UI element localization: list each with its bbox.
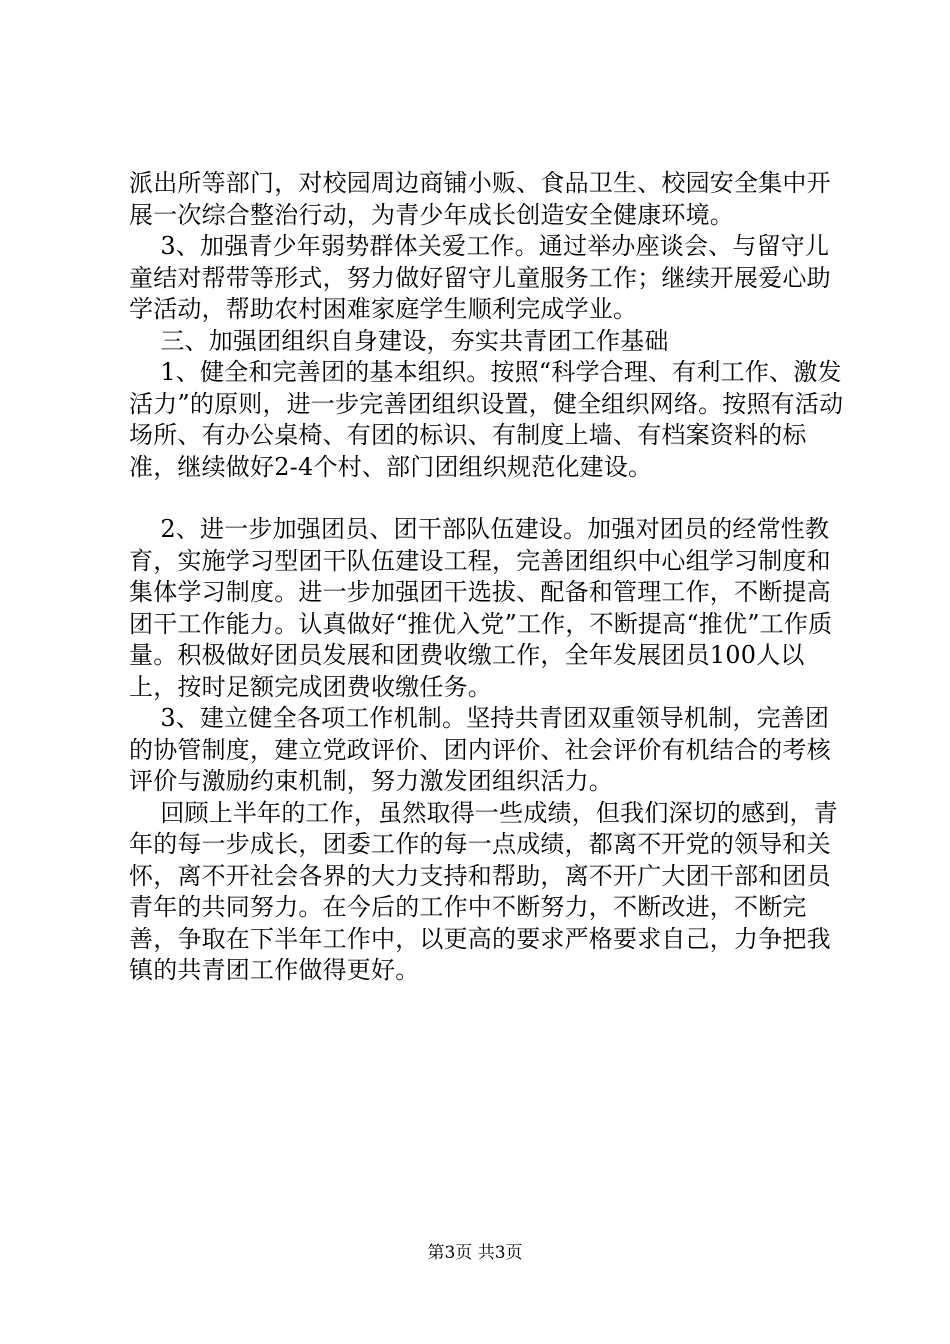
paragraph-item-3-mechanism: 3、建立健全各项工作机制。坚持共青团双重领导机制，完善团的协管制度，建立党政评价、团内评价、社会评价有机结合的考核评价与激励约束机制，努力激发团组织活力。	[129, 704, 831, 795]
page-number: 第3页 共3页	[427, 1243, 523, 1263]
paragraph-continuation: 派出所等部门，对校园周边商铺小贩、食品卫生、校园安全集中开展一次综合整治行动，为青少年成长创造安全健康环境。	[129, 169, 831, 229]
paragraph-item-2-team-building: 2、进一步加强团员、团干部队伍建设。加强对团员的经常性教育，实施学习型团干队伍建设工程，完善团组织中心组学习制度和集体学习制度。进一步加强团干选拔、配备和管理工作，不断提高团干工作能力。认真做好“推优入党”工作，不断提高“推优”工作质量。积极做好团员发展和团费收缴工作，全年发展团员100人以上，按时足额完成团费收缴任务。	[129, 515, 833, 701]
paragraph-conclusion: 回顾上半年的工作，虽然取得一些成绩，但我们深切的感到，青年的每一步成长，团委工作的每一点成绩，都离不开党的领导和关怀，离不开社会各界的大力支持和帮助，离不开广大团干部和团员青年的共同努力。在今后的工作中不断努力，不断改进，不断完善，争取在下半年工作中，以更高的要求严格要求自己，力争把我镇的共青团工作做得更好。	[129, 798, 838, 984]
paragraph-item-1-organization: 1、健全和完善团的基本组织。按照“科学合理、有利工作、激发活力”的原则，进一步完善团组织设置，健全组织网络。按照有活动场所、有办公桌椅、有团的标识、有制度上墙、有档案资料的标准，继续做好2-4个村、部门团组织规范化建设。	[129, 358, 844, 481]
document-body	[129, 168, 849, 987]
section-heading-3: 三、加强团组织自身建设，夯实共青团工作基础	[129, 326, 669, 355]
paragraph-item-3-care: 3、加强青少年弱势群体关爱工作。通过举办座谈会、与留守儿童结对帮带等形式，努力做好留守儿童服务工作；继续开展爱心助学活动，帮助农村困难家庭学生顺利完成学业。	[129, 232, 831, 323]
page-footer	[0, 1242, 950, 1264]
